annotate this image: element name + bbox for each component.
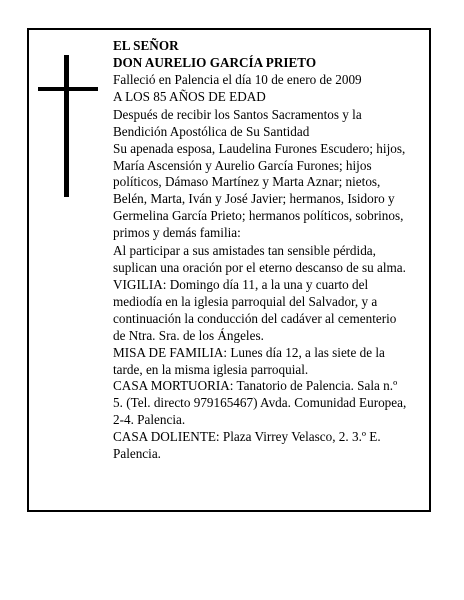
text-line: Palencia. [113,445,161,461]
cross-icon [38,55,98,197]
text-line: María Ascensión y Aurelio García Furones; hijos [113,157,372,173]
text-line: 5. (Tel. directo 979165467) Avda. Comunidad Europea, [113,395,407,411]
text-line: continuación la conducción del cadáver al cementerio [113,310,397,326]
cross-vertical-bar [64,55,69,197]
text-line: mediodía en la iglesia parroquial del Salvador, y a [113,293,378,309]
paragraph-grieving-home [113,429,399,463]
text-line: VIGILIA: Domingo día 11, a la una y cuarto del [113,277,369,293]
text-line: Bendición Apostólica de Su Santidad [113,123,310,139]
paragraph-age [113,89,399,106]
obituary-text [113,38,407,463]
heading-name: DON AURELIO GARCÍA PRIETO [113,54,317,70]
paragraph-vigil [113,277,399,345]
text-line: políticos, Dámaso Martínez y Marta Aznar; nietos, [113,174,381,190]
paragraph-family [113,140,406,242]
text-line: 2-4. Palencia. [113,412,186,428]
text-line: Su apenada esposa, Laudelina Furones Escudero; hijos, [113,140,406,156]
paragraph-death [113,72,399,89]
text-line: Al participar a sus amistades tan sensible pérdida, [113,243,376,259]
text-line: Falleció en Palencia el día 10 de enero de 2009 [113,71,362,87]
paragraph-sacraments [113,107,399,141]
text-line: de Ntra. Sra. de los Ángeles. [113,327,264,343]
paragraph-request [113,243,406,277]
text-line: Después de recibir los Santos Sacramentos y la [113,106,362,122]
cross-horizontal-bar [38,87,98,91]
heading-title: EL SEÑOR [113,38,179,53]
text-line: A LOS 85 AÑOS DE EDAD [113,88,266,104]
text-line: Belén, Marta, Iván y José Javier; hermanos, Isidoro y [113,191,395,207]
text-line: Germelina García Prieto; hermanos políticos, sobrinos, [113,208,404,224]
text-line: CASA MORTUORIA: Tanatorio de Palencia. Sala n.º [113,378,398,394]
text-line: CASA DOLIENTE: Plaza Virrey Velasco, 2. 3.º E. [113,429,381,445]
paragraph-family-mass [113,345,399,379]
text-line: suplican una oración por el eterno descanso de su alma. [113,260,406,276]
paragraph-funeral-home [113,378,407,429]
text-line: primos y demás familia: [113,225,241,241]
text-line: MISA DE FAMILIA: Lunes día 12, a las siete de la [113,344,385,360]
text-line: tarde, en la misma iglesia parroquial. [113,361,309,377]
